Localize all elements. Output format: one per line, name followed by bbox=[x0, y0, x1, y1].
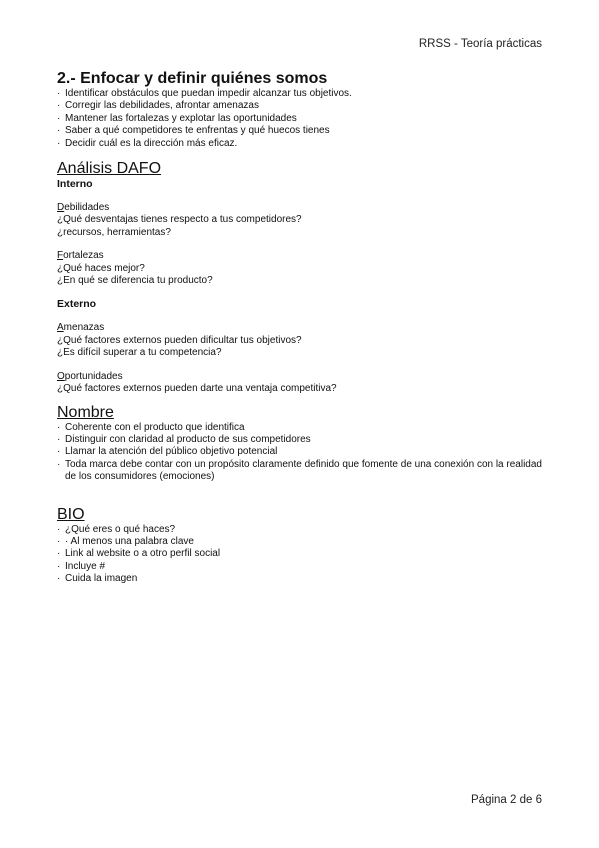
list-item: · Saber a qué competidores te enfrentas y qué huecos tienes bbox=[57, 125, 547, 137]
amenazas-line: ¿Es difícil superar a tu competencia? bbox=[57, 347, 222, 359]
fortalezas-rest: ortalezas bbox=[63, 250, 104, 262]
list-item: · Distinguir con claridad al producto de sus competidores bbox=[57, 434, 547, 446]
nombre-list bbox=[57, 422, 547, 484]
list-item: · Coherente con el producto que identifica bbox=[57, 422, 547, 434]
fortalezas-label bbox=[57, 250, 547, 262]
goals-list bbox=[57, 88, 547, 150]
list-item: · Incluye # bbox=[57, 561, 547, 573]
amenazas-label bbox=[57, 322, 547, 334]
externo-label: Externo bbox=[57, 298, 97, 311]
fortalezas-line: ¿Qué haces mejor? bbox=[57, 262, 145, 274]
page-content bbox=[57, 70, 547, 586]
debilidades-rest: ebilidades bbox=[64, 202, 110, 214]
oportunidades-rest: portunidades bbox=[64, 370, 123, 382]
list-item: · Toda marca debe contar con un propósito claramente definido que fomente de una conexión con la realidad de los consumidores (emociones) bbox=[57, 459, 547, 484]
fortalezas-initial: F bbox=[57, 250, 64, 262]
bio-heading: BIO bbox=[57, 505, 85, 523]
dafo-heading: Análisis DAFO bbox=[57, 160, 162, 178]
amenazas-initial: A bbox=[57, 322, 64, 334]
oportunidades-initial: O bbox=[57, 370, 65, 382]
fortalezas-line: ¿En qué se diferencia tu producto? bbox=[57, 275, 213, 287]
list-item: · Identificar obstáculos que puedan impedir alcanzar tus objetivos. bbox=[57, 88, 547, 100]
interno-label: Interno bbox=[57, 178, 93, 191]
page-footer: Página 2 de 6 bbox=[471, 794, 542, 806]
section-heading: 2.- Enfocar y definir quiénes somos bbox=[57, 70, 328, 87]
list-item: · Mantener las fortalezas y explotar las oportunidades bbox=[57, 113, 547, 125]
oportunidades-line: ¿Qué factores externos pueden darte una ventaja competitiva? bbox=[57, 383, 337, 395]
oportunidades-label bbox=[57, 371, 547, 383]
list-item: · · Al menos una palabra clave bbox=[57, 536, 547, 548]
debilidades-line: ¿recursos, herramientas? bbox=[57, 226, 171, 238]
page-header: RRSS - Teoría prácticas bbox=[418, 38, 542, 50]
list-item: · Corregir las debilidades, afrontar amenazas bbox=[57, 100, 547, 112]
bio-list bbox=[57, 524, 547, 586]
list-item: · Link al website o a otro perfil social bbox=[57, 548, 547, 560]
debilidades-line: ¿Qué desventajas tienes respecto a tus competidores? bbox=[57, 214, 302, 226]
amenazas-rest: menazas bbox=[63, 322, 105, 334]
list-item: · Cuida la imagen bbox=[57, 573, 547, 585]
list-item: · Decidir cuál es la dirección más eficaz. bbox=[57, 138, 547, 150]
list-item: · ¿Qué eres o qué haces? bbox=[57, 524, 547, 536]
list-item: · Llamar la atención del público objetivo potencial bbox=[57, 446, 547, 458]
debilidades-initial: D bbox=[57, 202, 65, 214]
nombre-heading: Nombre bbox=[57, 403, 114, 421]
debilidades-label bbox=[57, 202, 547, 214]
amenazas-line: ¿Qué factores externos pueden dificultar tus objetivos? bbox=[57, 334, 302, 346]
